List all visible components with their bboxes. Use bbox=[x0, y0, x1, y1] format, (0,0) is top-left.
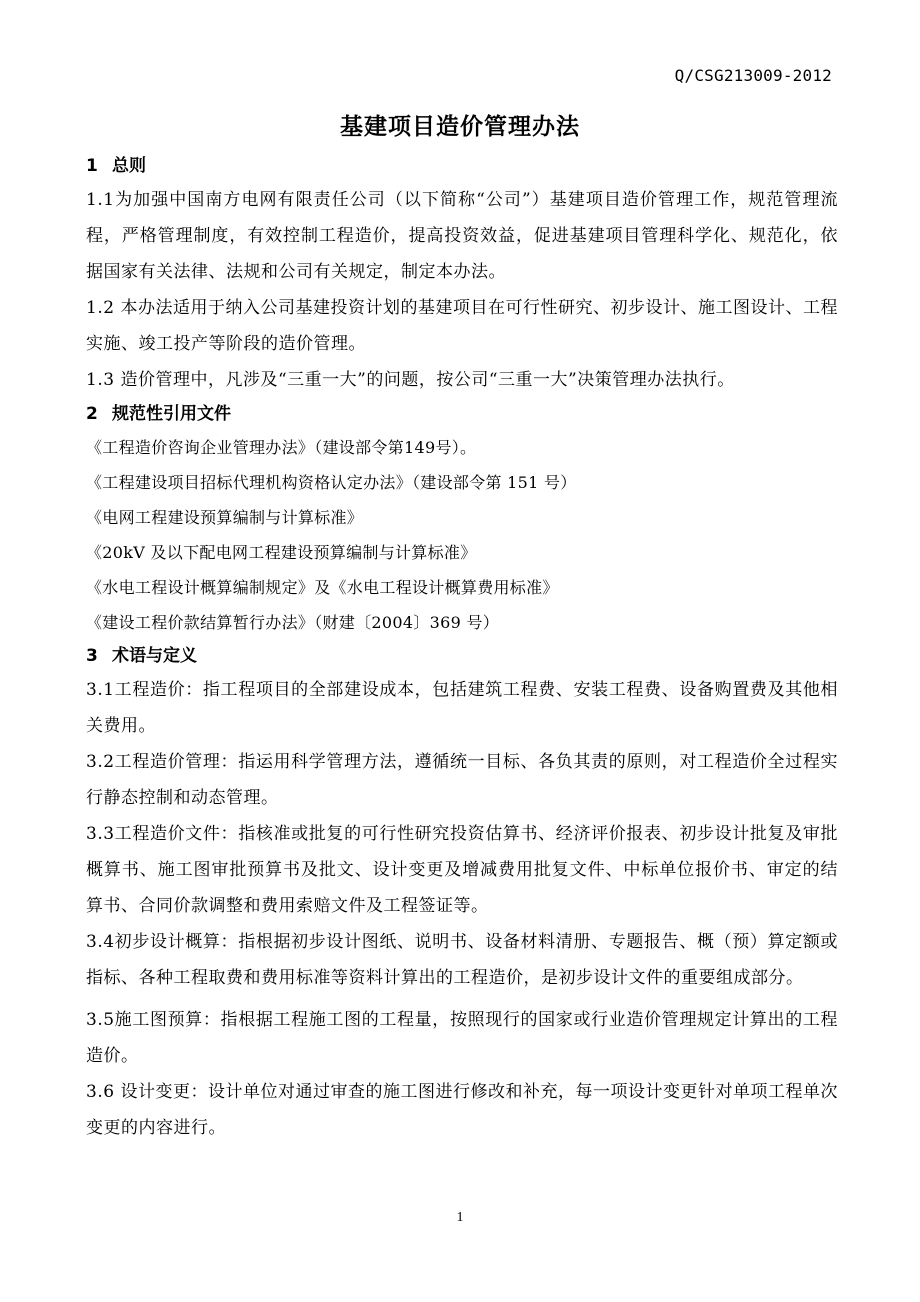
section-title: 规范性引用文件 bbox=[112, 404, 231, 424]
paragraph-1-1: 1.1为加强中国南方电网有限责任公司（以下简称“公司”）基建项目造价管理工作，规范管理流程，严格管理制度，有效控制工程造价，提高投资效益，促进基建项目管理科学化、规范化，依据国家有关法律、法规和公司有关规定，制定本办法。 bbox=[86, 190, 838, 282]
page-title: 基建项目造价管理办法 bbox=[340, 114, 580, 140]
section-heading-general bbox=[86, 150, 838, 182]
section-number: 1 bbox=[86, 156, 98, 176]
document-code: Q/CSG213009-2012 bbox=[674, 66, 832, 85]
paragraph-3-3: 3.3工程造价文件：指核准或批复的可行性研究投资估算书、经济评价报表、初步设计批复及审批概算书、施工图审批预算书及批文、设计变更及增减费用批复文件、中标单位报价书、审定的结算书、合同价款调整和费用索赔文件及工程签证等。 bbox=[86, 824, 838, 916]
paragraph-3-5: 3.5施工图预算：指根据工程施工图的工程量，按照现行的国家或行业造价管理规定计算出的工程造价。 bbox=[86, 1010, 838, 1066]
section-heading-terms bbox=[86, 640, 838, 672]
section-title: 术语与定义 bbox=[112, 646, 197, 666]
document-body bbox=[86, 150, 838, 1146]
reference-item: 《水电工程设计概算编制规定》及《水电工程设计概算费用标准》 bbox=[86, 578, 559, 597]
reference-item: 《工程造价咨询企业管理办法》（建设部令第149号）。 bbox=[86, 438, 477, 457]
paragraph-1-3: 1.3 造价管理中，凡涉及“三重一大”的问题，按公司“三重一大”决策管理办法执行。 bbox=[86, 370, 735, 390]
paragraph-3-6: 3.6 设计变更：设计单位对通过审查的施工图进行修改和补充，每一项设计变更针对单项工程单次变更的内容进行。 bbox=[86, 1082, 838, 1138]
reference-item: 《电网工程建设预算编制与计算标准》 bbox=[86, 508, 364, 527]
paragraph-3-4: 3.4初步设计概算：指根据初步设计图纸、说明书、设备材料清册、专题报告、概（预）算定额或指标、各种工程取费和费用标准等资料计算出的工程造价，是初步设计文件的重要组成部分。 bbox=[86, 932, 838, 988]
paragraph-1-2: 1.2 本办法适用于纳入公司基建投资计划的基建项目在可行性研究、初步设计、施工图设计、工程实施、竣工投产等阶段的造价管理。 bbox=[86, 298, 838, 354]
reference-item: 《工程建设项目招标代理机构资格认定办法》（建设部令第 151 号） bbox=[86, 473, 577, 492]
section-heading-references bbox=[86, 398, 838, 430]
reference-item: 《20kV 及以下配电网工程建设预算编制与计算标准》 bbox=[86, 543, 477, 562]
paragraph-3-2: 3.2工程造价管理：指运用科学管理方法，遵循统一目标、各负其责的原则，对工程造价全过程实行静态控制和动态管理。 bbox=[86, 752, 838, 808]
section-number: 2 bbox=[86, 404, 98, 424]
section-title: 总则 bbox=[112, 156, 146, 176]
reference-item: 《建设工程价款结算暂行办法》（财建〔2004〕369 号） bbox=[86, 613, 500, 632]
section-number: 3 bbox=[86, 646, 98, 666]
paragraph-3-1: 3.1工程造价：指工程项目的全部建设成本，包括建筑工程费、安装工程费、设备购置费及其他相关费用。 bbox=[86, 680, 838, 736]
page-number: 1 bbox=[456, 1210, 464, 1225]
